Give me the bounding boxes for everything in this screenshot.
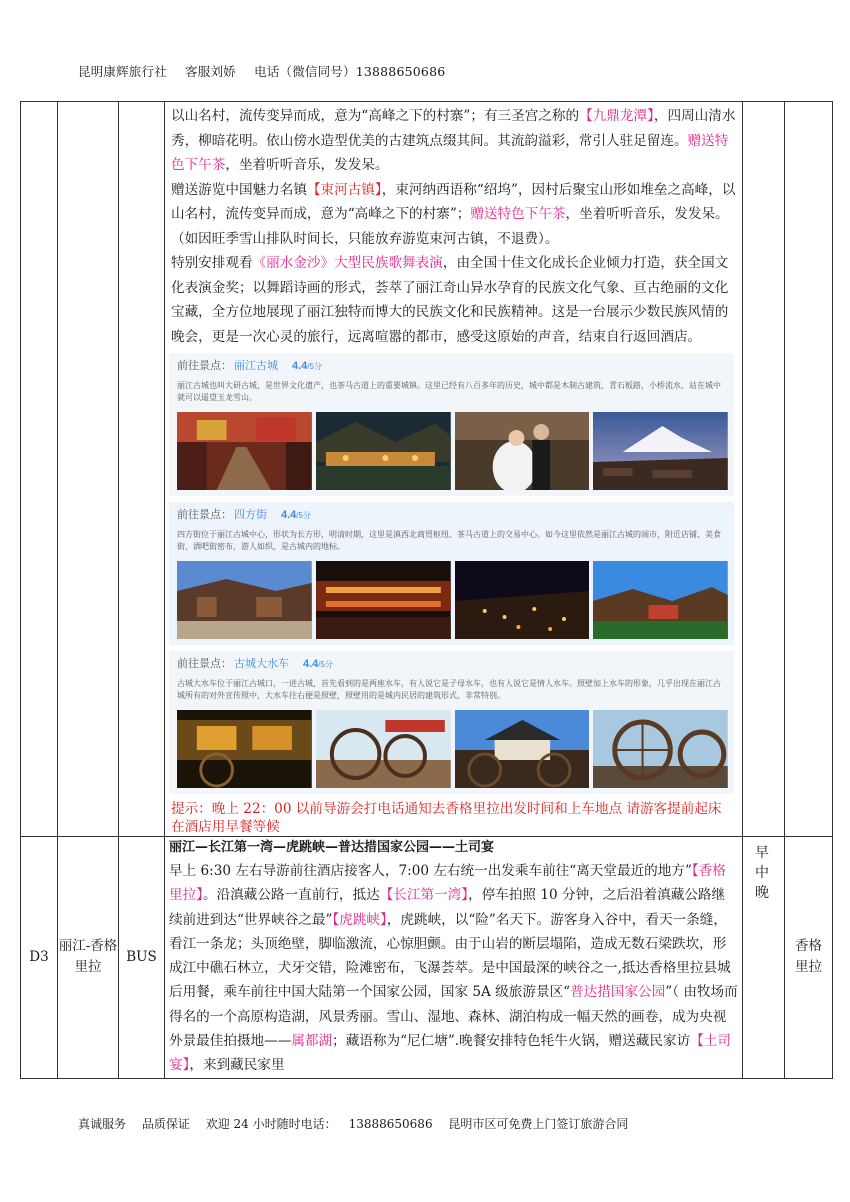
phone-number: 电话（微信同号）13888650686 bbox=[254, 64, 446, 79]
departure-tip: 提示：晚上 22：00 以前导游会打电话通知去香格里拉出发时间和上车地点 请游客提前起床在酒店用早餐等候 bbox=[171, 801, 722, 835]
photo-wedding-couple bbox=[455, 412, 590, 490]
highlight-tusi-banquet: 【土司宴】 bbox=[169, 1033, 731, 1074]
transport-label: BUS bbox=[119, 837, 165, 1079]
spot-name: 古城大水车 bbox=[234, 658, 289, 670]
spot-description: 丽江古城也叫大研古城，是世界文化遗产，也茶马古道上的重要城镇。这里已经有八百多年的历史，城中都是木制古建筑，青石板路，小桥流水，站在城中就可以遥望玉龙雪山。 bbox=[177, 381, 721, 402]
attraction-gallery bbox=[169, 353, 734, 794]
spot-name: 丽江古城 bbox=[234, 360, 278, 372]
paragraph-jiuding: 以山名村，流传变异而成，意为“高峰之下的村寨”；有三圣宫之称的【九鼎龙潭】，四周山清水秀，柳暗花明。依山傍水造型优美的古建筑点缀其间。其流韵溢彩，常引人驻足留连。赠送特色下午茶，坐着听听音乐，发发呆。 bbox=[171, 108, 736, 173]
spot-rating: 4.4/5分 bbox=[281, 509, 311, 521]
photo-old-town-street bbox=[177, 412, 312, 490]
highlight-afternoon-tea: 赠送特色下午茶 bbox=[171, 132, 729, 173]
spot-description: 四方街位于丽江古城中心，形状为长方形，明清时期，这里是滇西北商贸枢纽、茶马古道上的交易中心。如今这里依然是丽江古城的闹市，附近店铺、美食街、酒吧街密布，游人如织，是古城内的地标。 bbox=[177, 530, 721, 551]
service-contact: 客服刘娇 bbox=[185, 64, 236, 79]
photo-water-wheel-night bbox=[177, 710, 312, 788]
spot-rating: 4.4/5分 bbox=[292, 360, 322, 372]
day-cell bbox=[21, 102, 58, 837]
itinerary-table bbox=[20, 101, 833, 1079]
slogan-quality: 品质保证 bbox=[141, 1117, 190, 1131]
hotline-number: 13888650686 bbox=[348, 1117, 433, 1131]
route-label: 丽江-香格里拉 bbox=[58, 837, 119, 1079]
stay-cell bbox=[785, 102, 833, 837]
photo-snow-mountain-town bbox=[593, 412, 728, 490]
highlight-lishui-jinsha-show: 《丽水金沙》大型民族歌舞表演 bbox=[252, 255, 443, 271]
highlight-shudu-lake: 属都湖 bbox=[291, 1033, 333, 1050]
spot-card-lijiang-old-town: 前往景点： 丽江古城 4.4/5分 丽江古城也叫大研古城，是世界文化遗产，也茶马古道上的重要城镇。这里已经有八百多年的历史，城中都是木制古建筑，青石板路，小桥流水，站在城中就可以遥望玉龙雪山。 bbox=[169, 353, 734, 496]
highlight-tiger-leaping-gorge: 【虎跳峡】 bbox=[332, 911, 387, 928]
spot-description: 古城大水车位于丽江古城口，一进古城，首先看到的是两座水车，有人说它是子母水车，也有人说它是情人水车。照壁加上水车的形象，几乎出现在丽江古城所有的对外宣传照中，大水车往右便是照壁，照壁用的是城内民居的建筑形式，非常特别。 bbox=[177, 679, 721, 700]
highlight-afternoon-tea-2: 赠送特色下午茶 bbox=[470, 206, 566, 222]
page-header bbox=[78, 62, 459, 80]
day-description bbox=[165, 102, 743, 837]
spot-card-sifang-street: 前往景点： 四方街 4.4/5分 四方街位于丽江古城中心，形状为长方形，明清时期，这里是滇西北商贸枢纽、茶马古道上的交易中心。如今这里依然是丽江古城的闹市，附近店铺、美食街、酒吧街密布，游人如织，是古城内的地标。 bbox=[169, 502, 734, 645]
photo-water-wheel-archway bbox=[455, 710, 590, 788]
highlight-shangri-la: 【香格里拉】 bbox=[169, 863, 726, 904]
photo-old-town-lights bbox=[316, 561, 451, 639]
hotline-label: 欢迎 24 小时随时电话： bbox=[205, 1117, 337, 1131]
transport-cell bbox=[119, 102, 165, 837]
spot-rating: 4.4/5分 bbox=[303, 658, 333, 670]
page-footer bbox=[78, 1115, 640, 1132]
stay-info: 香格里拉 bbox=[785, 837, 833, 1079]
company-name: 昆明康辉旅行社 bbox=[78, 64, 167, 79]
paragraph-lishui-jinsha: 特别安排观看《丽水金沙》大型民族歌舞表演，由全国十佳文化成长企业倾力打造，获全国文化表演金奖；以舞蹈诗画的形式，荟萃了丽江奇山异水孕育的民族文化气象、亘古绝丽的文化宝藏，全方位地展现了丽江独特而博大的民族文化和民族精神。这是一台展示少数民族风情的晚会，更是一次心灵的旅行，远离喧嚣的都市，感受这原始的声音，结束自行返回酒店。 bbox=[171, 255, 729, 345]
day-title: 丽江—长江第一湾—虎跳峡—普达措国家公园——土司宴 bbox=[169, 840, 495, 855]
photo-old-town-night bbox=[316, 412, 451, 490]
photo-big-water-wheel bbox=[593, 710, 728, 788]
highlight-shuhe-town: 【束河古镇】 bbox=[306, 181, 382, 198]
itinerary-row-d3 bbox=[21, 837, 833, 1079]
photo-water-wheel bbox=[316, 710, 451, 788]
route-cell bbox=[58, 102, 119, 837]
slogan-sincere: 真诚服务 bbox=[78, 1117, 127, 1131]
highlight-jiuding-longtan: 【九鼎龙潭】 bbox=[579, 108, 654, 124]
photo-old-town-night-view bbox=[455, 561, 590, 639]
spot-card-water-wheel: 前往景点： 古城大水车 4.4/5分 古城大水车位于丽江古城口，一进古城，首先看到的是两座水车，有人说它是子母水车，也有人说它是情人水车。照壁加上水车的形象，几乎出现在丽江古城所有的对外宣传照中，大水车往右便是照壁，照壁用的是城内民居的建筑形式，非常特别。 bbox=[169, 651, 734, 794]
spot-name: 四方街 bbox=[234, 509, 267, 521]
highlight-pudacuo-park: 普达措国家公园 bbox=[570, 984, 666, 1001]
day-detail: 早上 6:30 左右导游前往酒店接客人，7:00 左右统一出发乘车前往“离天堂最近的地方”【香格里拉】。沿滇藏公路一直前行，抵达【长江第一湾】，停车拍照 10 分钟，之后沿着滇藏公路继续前进到达“世界峡谷之最”【虎跳峡】，虎跳峡，以“险”名天下。游客身入谷中，看天一条缝，看江一条龙；头顶绝壁，脚临激流，心惊胆颤。由于山岩的断层塌陷，造成无数石梁跌坎，形成江中礁石林立，犬牙交错，险滩密布，飞瀑荟萃。是中国最深的峡谷之一,抵达香格里拉县城后用餐，乘车前往中国大陆第一个国家公园，国家 5A 级旅游景区“普达措国家公园”（ 由牧场而得名的一个高原构造湖，风景秀丽。雪山、湿地、森林、湖泊构成一幅天然的画卷，成为央视外景最佳拍摄地——属都湖；藏语称为“尼仁塘”.晚餐安排特色牦牛火锅，赠送藏民家访【土司宴】，来到藏民家里 bbox=[169, 863, 738, 1074]
highlight-first-bend: 【长江第一湾】 bbox=[379, 887, 469, 904]
day-description bbox=[165, 837, 743, 1079]
photo-sifang-street bbox=[177, 561, 312, 639]
day-label: D3 bbox=[21, 837, 58, 1079]
contract-note: 昆明市区可免费上门签订旅游合同 bbox=[448, 1117, 629, 1131]
meal-info: 早中晚 bbox=[743, 837, 785, 1079]
photo-mu-mansion-roof bbox=[593, 561, 728, 639]
itinerary-row-d2 bbox=[21, 102, 833, 837]
meal-cell bbox=[743, 102, 785, 837]
paragraph-shuhe: 赠送游览中国魅力名镇【束河古镇】，束河纳西语称“绍坞”，因村后聚宝山形如堆垒之高峰，以山名村，流传变异而成，意为“高峰之下的村寨”；赠送特色下午茶，坐着听听音乐，发发呆。（如因旺季雪山排队时间长，只能放弃游览束河古镇，不退费）。 bbox=[171, 181, 736, 247]
